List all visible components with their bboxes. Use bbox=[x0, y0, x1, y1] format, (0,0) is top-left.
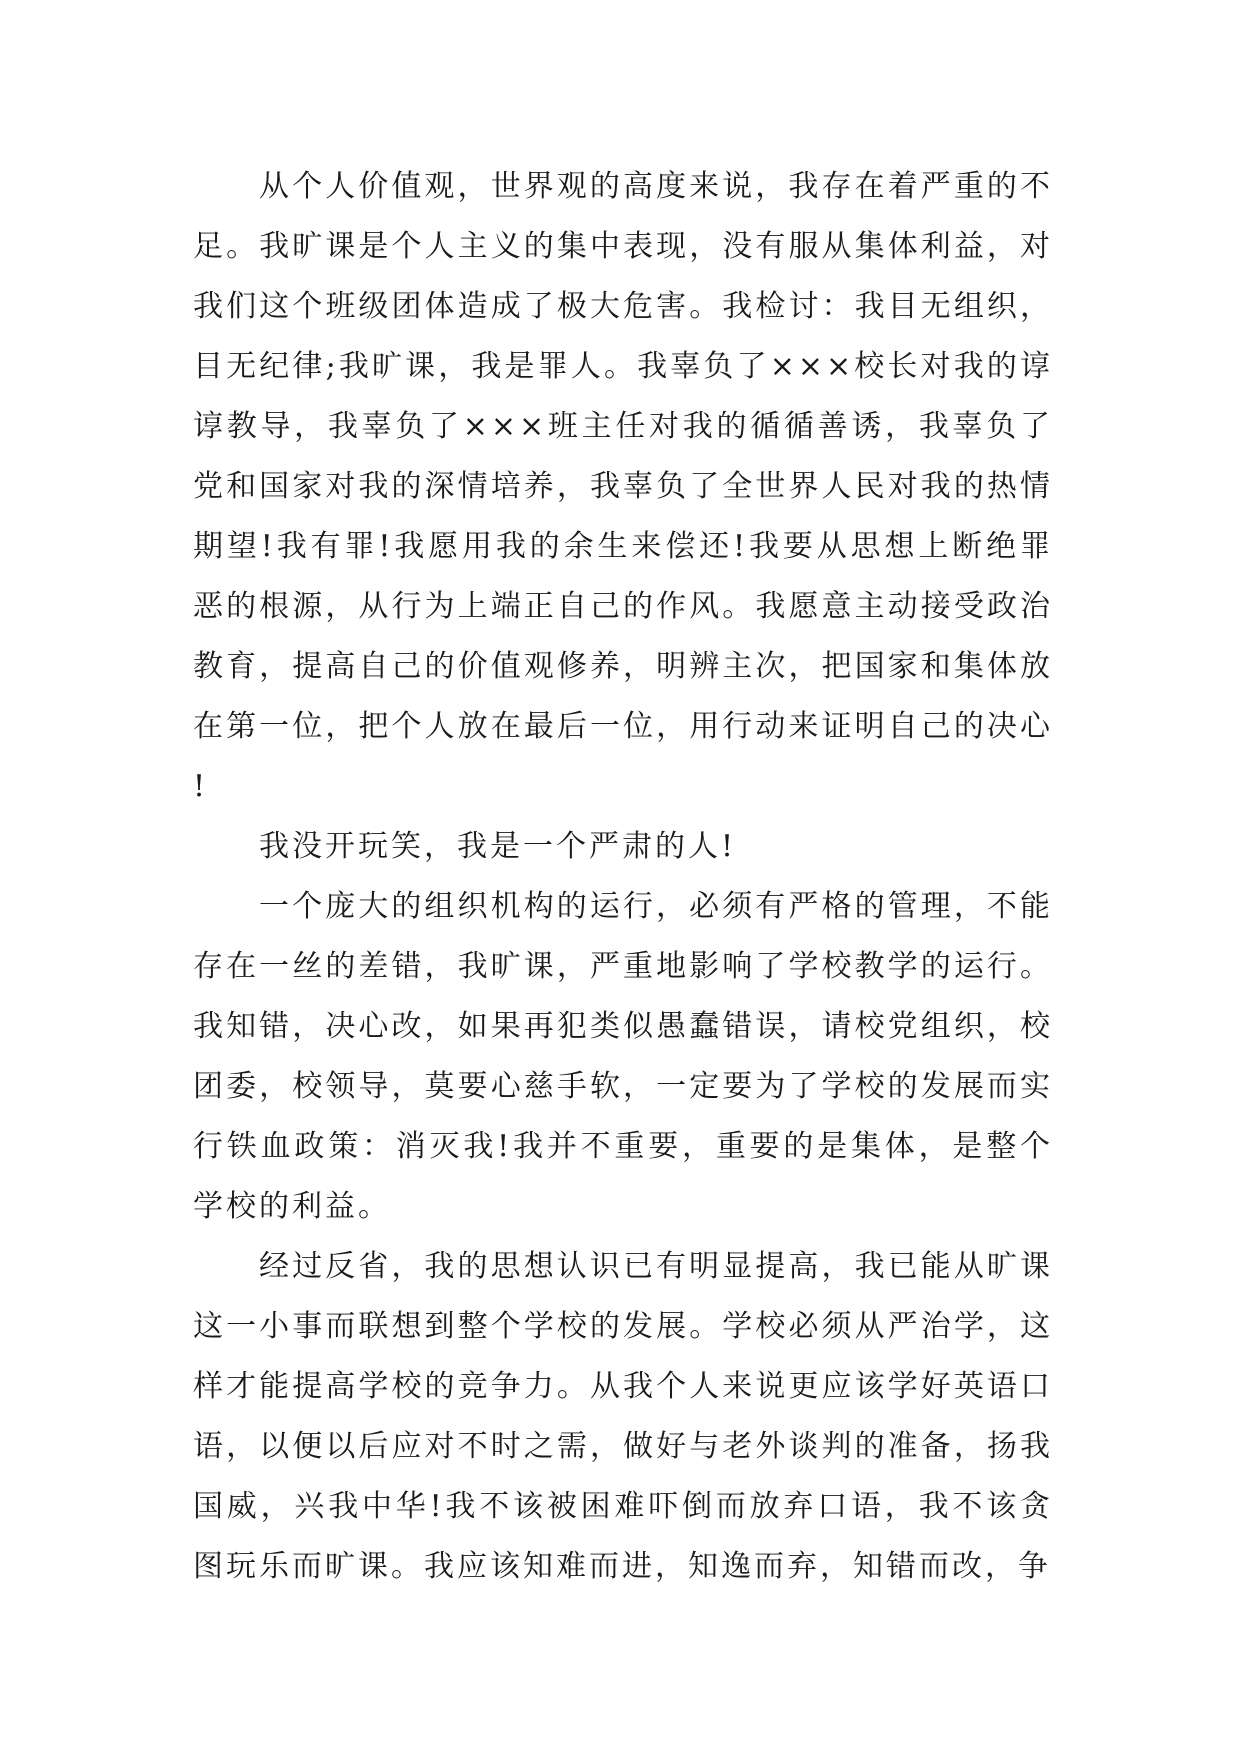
paragraph-values-worldview: 从个人价值观，世界观的高度来说，我存在着严重的不足。我旷课是个人主义的集中表现，没有服从集体利益，对我们这个班级团体造成了极大危害。我检讨：我目无组织，目无纪律;我旷课，我是罪人。我辜负了×××校长对我的谆谆教导，我辜负了×××班主任对我的循循善诱，我辜负了党和国家对我的深情培养，我辜负了全世界人民对我的热情期望!我有罪!我愿用我的余生来偿还!我要从思想上断绝罪恶的根源，从行为上端正自己的作风。我愿意主动接受政治教育，提高自己的价值观修养，明辨主次，把国家和集体放在第一位，把个人放在最后一位，用行动来证明自己的决心! bbox=[193, 169, 1053, 804]
paragraph-reflection: 经过反省，我的思想认识已有明显提高，我已能从旷课这一小事而联想到整个学校的发展。学校必须从严治学，这样才能提高学校的竞争力。从我个人来说更应该学好英语口语，以便以后应对不时之需，做好与老外谈判的准备，扬我国威，兴我中华!我不该被困难吓倒而放弃口语，我不该贪图玩乐而旷课。我应该知难而进，知逸而弃，知错而改，争 bbox=[193, 1249, 1053, 1584]
document-body bbox=[193, 157, 1053, 1597]
paragraph-organization: 一个庞大的组织机构的运行，必须有严格的管理，不能存在一丝的差错，我旷课，严重地影响了学校教学的运行。我知错，决心改，如果再犯类似愚蠢错误，请校党组织，校团委，校领导，莫要心慈手软，一定要为了学校的发展而实行铁血政策：消灭我!我并不重要，重要的是集体，是整个学校的利益。 bbox=[193, 889, 1053, 1224]
paragraph-not-joking: 我没开玩笑，我是一个严肃的人! bbox=[259, 829, 737, 864]
